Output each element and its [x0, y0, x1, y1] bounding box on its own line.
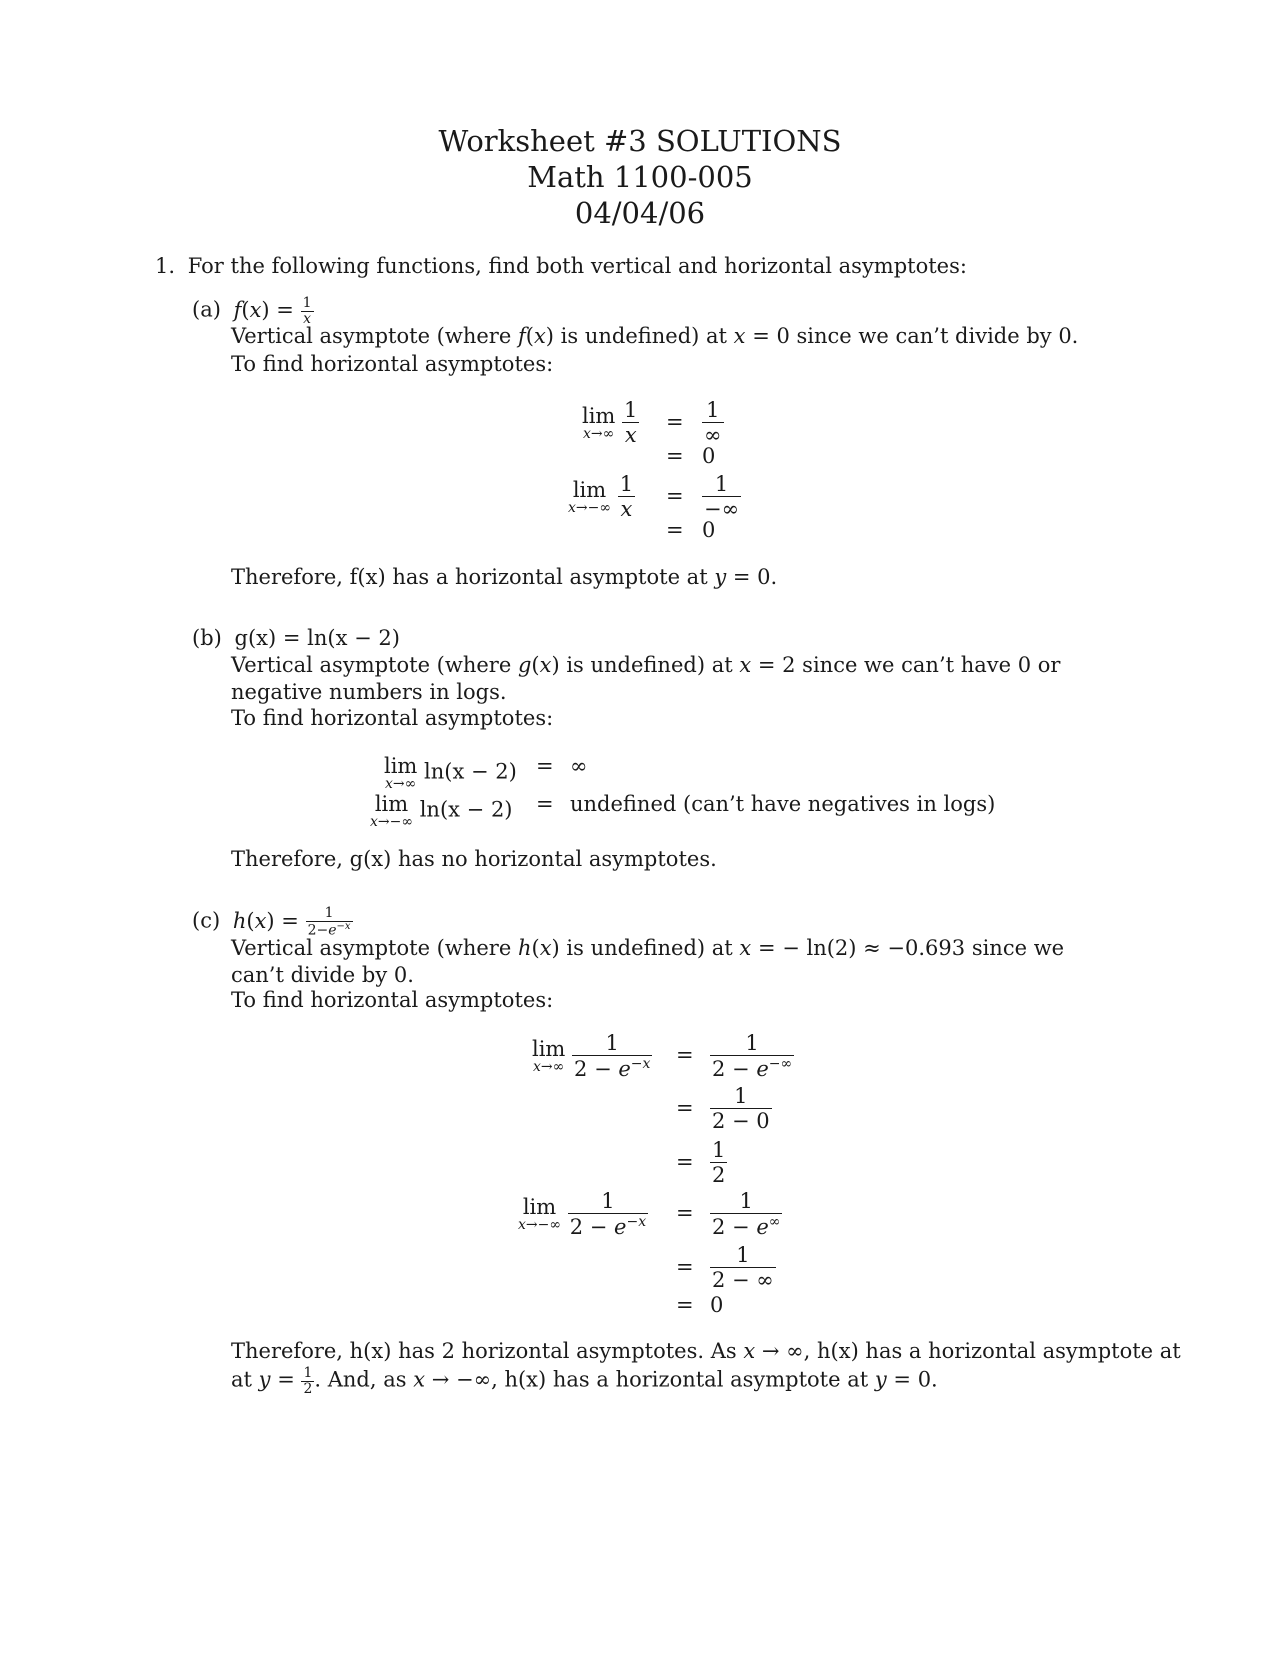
part-c-step-5: $\frac{1}{2 - \infty}$: [712, 1243, 774, 1292]
problem-number: 1.: [155, 254, 176, 278]
part-c-result-zero: 0: [710, 1293, 724, 1317]
part-b-conclusion: Therefore, g(x) has no horizontal asymptotes.: [231, 847, 717, 871]
equals: =: [676, 1201, 694, 1225]
part-c-limit-1: lim x→∞ $\frac{1}{2 - e^{-x}}$: [532, 1031, 651, 1081]
part-b-label: (b): [192, 626, 222, 650]
part-a-conclusion-text: Therefore, f(x) has a horizontal asymptote at: [231, 565, 708, 589]
part-c-function: (c) h(x) = $\frac{1}{2-e^{-x}}$: [192, 905, 351, 939]
part-c-step-2: $\frac{1}{2 - 0}$: [712, 1084, 770, 1133]
part-b-function: [192, 626, 400, 650]
equals: =: [666, 518, 684, 542]
part-a-result-zero-1: 0: [702, 444, 716, 468]
part-a-vertical-text-2: is undefined) at: [560, 324, 727, 348]
part-c-conclusion-text-2: , h(x) has a horizontal asymptote at: [803, 1339, 1181, 1363]
equals: =: [676, 1096, 694, 1120]
part-a-vertical-text-3: since we can’t divide by 0.: [796, 324, 1079, 348]
part-a-label: (a): [192, 297, 221, 322]
part-b-vertical: Vertical asymptote (where g(x) is undefined) at x = 2 since we can’t have 0 or negative numbers in logs.: [231, 653, 1061, 704]
part-a-limit-2: lim x→−∞ $\frac{1}{x}$: [568, 472, 634, 521]
problem-1-prompt: [155, 254, 967, 278]
part-b-result-1: ∞: [570, 754, 588, 778]
part-c-step-3: $\frac{1}{2}$: [712, 1138, 726, 1187]
equals: =: [676, 1255, 694, 1279]
equals: =: [536, 754, 554, 778]
part-c-vertical-text-2: is undefined) at: [566, 936, 733, 960]
part-c-fraction: $\frac{1}{2-e^{-x}}$: [307, 905, 351, 939]
equals: =: [536, 792, 554, 816]
problem-prompt: For the following functions, find both vertical and horizontal asymptotes:: [187, 254, 967, 278]
part-c-conclusion-text-3: . And, as: [314, 1367, 407, 1392]
part-c-find-text: To find horizontal asymptotes:: [231, 988, 554, 1012]
course-number: Math 1100-005: [527, 160, 753, 194]
part-c-vertical: Vertical asymptote (where h(x) is undefined) at x = − ln(2) ≈ −0.693 since we can’t divide by 0.: [231, 936, 1065, 987]
equals: =: [666, 410, 684, 434]
part-b-limit-2: lim x→−∞ ln(x − 2): [370, 792, 513, 830]
part-b-limit-1: lim x→∞ ln(x − 2): [384, 754, 517, 792]
part-a-vertical-text-1: Vertical asymptote (where: [231, 324, 512, 348]
part-a-vertical: Vertical asymptote (where f(x) is undefined) at x = 0 since we can’t divide by 0.: [231, 324, 1079, 348]
part-c-vertical-text-3: since we can’t divide by 0.: [231, 936, 1065, 987]
part-c-conclusion-line-2: at y = $\frac{1}{2}$ . And, as x → −∞, h(x) has a horizontal asymptote at y = 0.: [231, 1365, 938, 1397]
equals: =: [666, 444, 684, 468]
part-c-vertical-text-1: Vertical asymptote (where: [231, 936, 512, 960]
worksheet-title: Worksheet #3 SOLUTIONS: [438, 124, 842, 158]
part-c-conclusion-text-1: Therefore, h(x) has 2 horizontal asymptotes. As: [231, 1339, 737, 1363]
part-c-step-4: $\frac{1}{2 - e^\infty}$: [712, 1189, 781, 1239]
part-b-find-text: To find horizontal asymptotes:: [231, 706, 554, 730]
part-b-vertical-text-1: Vertical asymptote (where: [231, 653, 512, 677]
worksheet-date: 04/04/06: [574, 196, 706, 230]
part-b-function-text: g(x) = ln(x − 2): [234, 626, 400, 650]
part-a-limit-1: lim x→∞ $\frac{1}{x}$: [582, 398, 638, 447]
part-a-find-text: To find horizontal asymptotes:: [231, 352, 554, 376]
equals: =: [676, 1293, 694, 1317]
part-b-result-2: undefined (can’t have negatives in logs): [570, 792, 996, 816]
equals: =: [666, 484, 684, 508]
part-a-fraction: $\frac{1}{x}$: [302, 295, 312, 327]
part-b-vertical-text-3: since we can’t have 0 or negative numbers in logs.: [231, 653, 1061, 704]
part-a-result-2: $\frac{1}{-\infty}$: [704, 472, 740, 521]
part-c-label: (c): [192, 908, 221, 933]
part-c-step-1: $\frac{1}{2 - e^{-\infty}}$: [712, 1031, 793, 1081]
part-c-conclusion-text-4: , h(x) has a horizontal asymptote at: [491, 1367, 869, 1392]
part-a-result-zero-2: 0: [702, 518, 716, 542]
part-a-function: (a) f(x) = $\frac{1}{x}$: [192, 295, 312, 327]
equals: =: [676, 1150, 694, 1174]
part-c-limit-2: lim x→−∞ $\frac{1}{2 - e^{-x}}$: [518, 1189, 647, 1239]
part-b-vertical-text-2: is undefined) at: [566, 653, 733, 677]
part-c-conclusion-line-1: Therefore, h(x) has 2 horizontal asymptotes. As x → ∞, h(x) has a horizontal asymptote at: [231, 1339, 1181, 1363]
part-a-conclusion: Therefore, f(x) has a horizontal asymptote at y = 0.: [231, 565, 778, 589]
part-a-result-1: $\frac{1}{\infty}$: [704, 398, 722, 447]
equals: =: [676, 1043, 694, 1067]
